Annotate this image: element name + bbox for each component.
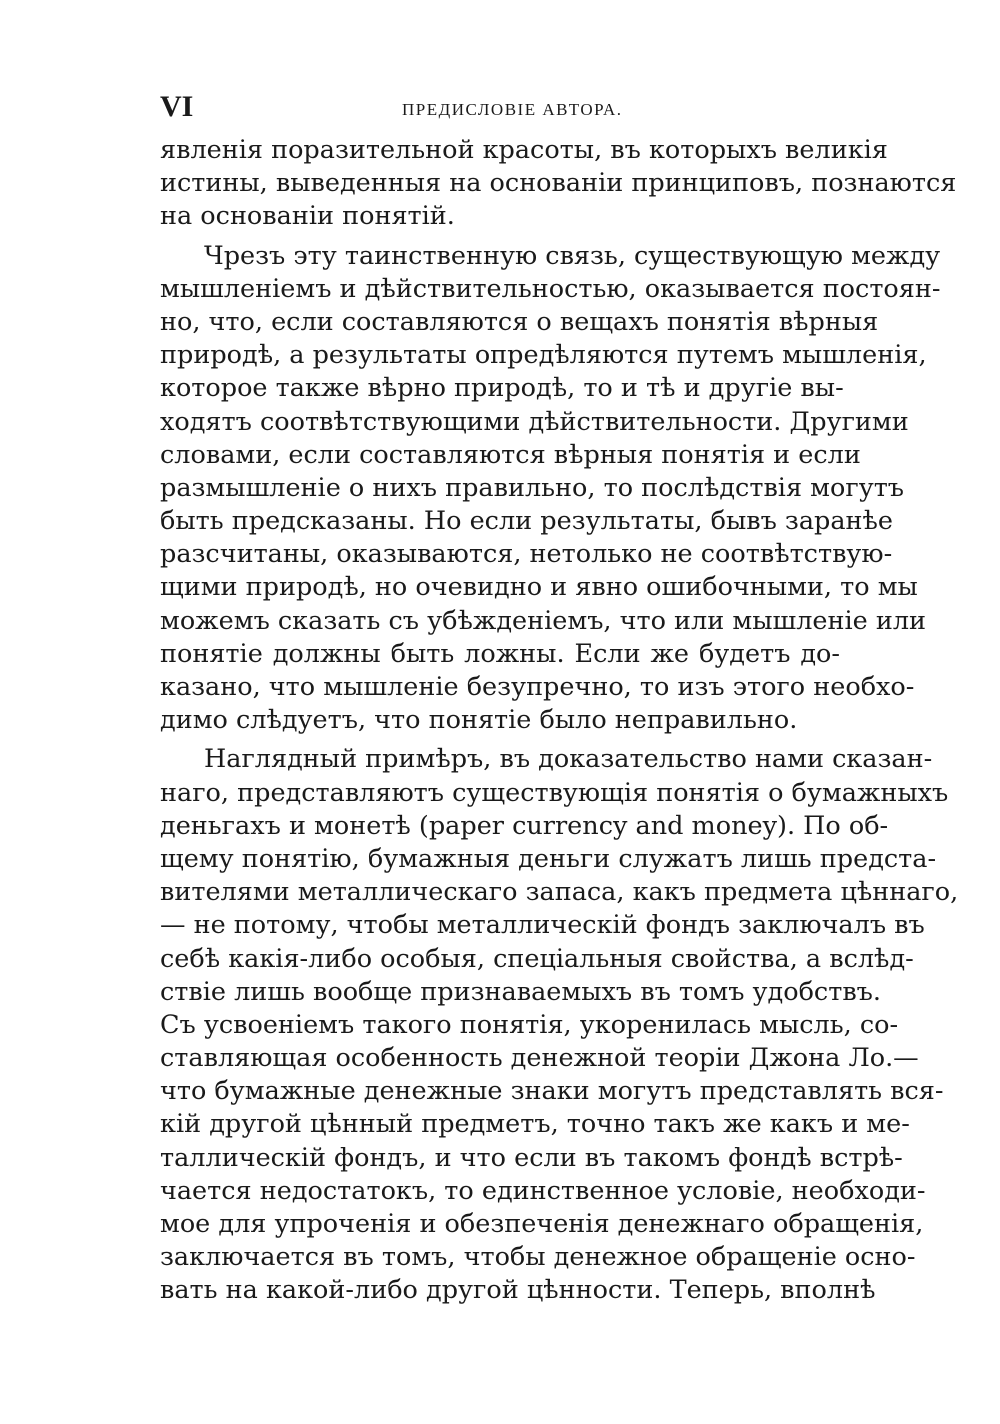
text-line: щему понятію, бумажныя деньги служатъ лишь предста-	[160, 843, 937, 874]
text-line: быть предсказаны. Но если результаты, бывъ заранѣе	[160, 506, 894, 537]
text-line: наго, представляютъ существующія понятія о бумажныхъ	[160, 777, 949, 808]
text-line: размышленіе о нихъ правильно, то послѣдствія могутъ	[160, 472, 905, 503]
text-line: что бумажные денежные знаки могутъ представлять вся-	[160, 1076, 944, 1107]
text-line: ходятъ соотвѣтствующими дѣйствительности. Другими	[160, 406, 909, 437]
page-number: VI	[160, 90, 194, 123]
text-line: таллическій фондъ, и что если въ такомъ фондѣ встрѣ-	[160, 1142, 903, 1173]
body-text	[160, 134, 959, 1308]
text-line: вать на какой-либо другой цѣнности. Теперь, вполнѣ	[160, 1275, 876, 1306]
text-line: можемъ сказать съ убѣжденіемъ, что или мышленіе или	[160, 605, 927, 636]
paragraph-1	[160, 134, 957, 234]
text-line: казано, что мышленіе безупречно, то изъ этого необхо-	[160, 672, 915, 702]
text-line: ствіе лишь вообще признаваемыхъ въ томъ удобствъ.	[160, 976, 882, 1007]
running-title: ПРЕДИСЛОВІЕ АВТОРА.	[402, 100, 623, 119]
text-line: понятіе должны быть ложны. Если же будетъ до-	[160, 638, 840, 669]
text-line: кій другой цѣнный предметъ, точно такъ же какъ и ме-	[160, 1109, 910, 1140]
running-head	[160, 80, 840, 134]
text-line: заключается въ томъ, чтобы денежное обращеніе осно-	[160, 1242, 916, 1273]
paragraph-3	[160, 743, 959, 1307]
text-line: истины, выведенныя на основаніи принциповъ, познаются	[160, 168, 957, 199]
paragraph-2	[160, 240, 941, 738]
text-line: мышленіемъ и дѣйствительностью, оказывается постоян-	[160, 273, 941, 304]
text-line: щими природѣ, но очевидно и явно ошибочными, то мы	[160, 572, 918, 603]
text-line: ставляющая особенность денежной теоріи Джона Ло.—	[160, 1043, 919, 1074]
text-line: мое для упроченія и обезпеченія денежнаго обращенія,	[160, 1209, 924, 1239]
text-line: явленія поразительной красоты, въ которыхъ великія	[160, 135, 888, 165]
text-line: Чрезъ эту таинственную связь, существующую между	[204, 240, 941, 271]
text-line: но, что, если составляются о вещахъ понятія вѣрныя	[160, 306, 879, 337]
text-line: Съ усвоеніемъ такого понятія, укоренилась мысль, со-	[160, 1009, 899, 1040]
text-line: димо слѣдуетъ, что понятіе было неправильно.	[160, 705, 798, 736]
text-line: чается недостатокъ, то единственное условіе, необходи-	[160, 1175, 926, 1206]
text-line: природѣ, а результаты опредѣляются путемъ мышленія,	[160, 340, 927, 371]
text-line: которое также вѣрно природѣ, то и тѣ и другіе вы-	[160, 373, 844, 404]
text-line: себѣ какія-либо особыя, спеціальныя свойства, а вслѣд-	[160, 943, 914, 974]
book-page	[160, 80, 959, 1340]
text-line: разсчитаны, оказываются, нетолько не соотвѣтствую-	[160, 539, 893, 570]
text-line: — не потому, чтобы металлическій фондъ заключалъ въ	[160, 910, 925, 941]
text-line: Наглядный примѣръ, въ доказательство нами сказан-	[204, 744, 933, 775]
text-line: деньгахъ и монетѣ (paper currency and money). По об-	[160, 810, 889, 841]
text-line: на основаніи понятій.	[160, 201, 455, 232]
text-line: словами, если составляются вѣрныя понятія и если	[160, 439, 861, 470]
text-line: вителями металлическаго запаса, какъ предмета цѣннаго,	[160, 877, 959, 908]
